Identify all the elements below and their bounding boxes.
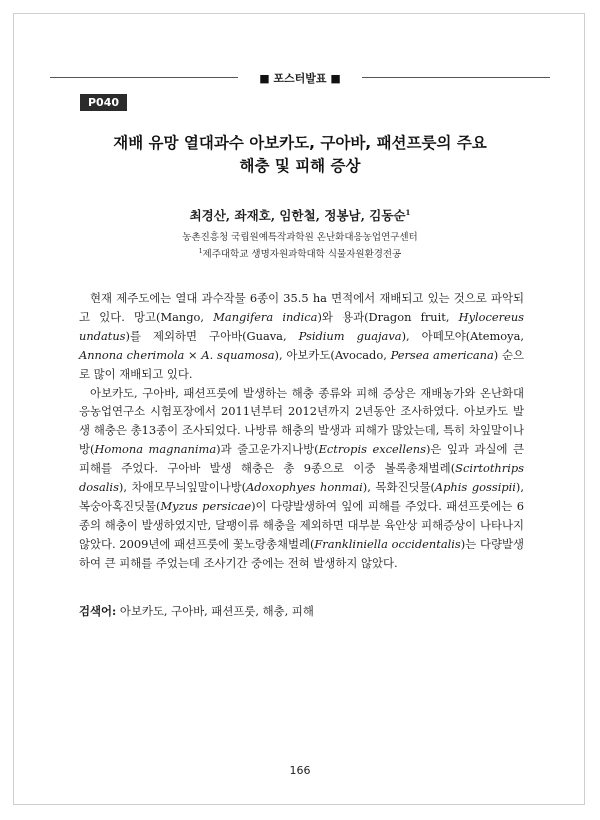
text-run: )은 잎과 과실에 큰 피해를 주었다. 구아바 발생 해충은 총 9종으로 이중 볼록총채벌레( bbox=[79, 442, 524, 476]
text-run: )이 다량발생하여 잎에 피해를 주었다. 패션프룻에는 6종의 해충이 발생하였지만, 달팽이류 해충을 제외하면 대부분 육안상 피해증상이 나타나지 않았다. 2009년에 패션프룻에 꽃노랑총채벌레( bbox=[79, 498, 525, 551]
scientific-name: Scirtothrips dosalis bbox=[79, 461, 524, 495]
scientific-name: Adoxophyes honmai bbox=[246, 480, 363, 495]
text-run: ), 아보카도(Avocado, bbox=[274, 347, 391, 362]
header-rule-left bbox=[50, 77, 238, 78]
keywords-label: 검색어: bbox=[79, 604, 117, 618]
page-number: 166 bbox=[289, 764, 311, 777]
section-label: ■ 포스터발표 ■ bbox=[253, 70, 347, 86]
text-run: ), 목화진딧물( bbox=[362, 480, 435, 495]
text-run: )와 용과(Dragon fruit, bbox=[317, 309, 459, 324]
scientific-name: Ectropis excellens bbox=[318, 442, 426, 457]
keywords bbox=[79, 603, 524, 619]
text-run: ), 아떼모야(Atemoya, bbox=[401, 328, 524, 343]
text-run: 아보카도, 구아바, 패션프룻에 발생하는 해충 종류와 피해 증상은 재배농가와 온난화대응농업연구소 시험포장에서 2011년부터 2012년까지 2년동안 조사하였다. 아보카도 발생 해충은 총13종이 조사되었다. 나방류 해충의 발생과 피해가 많았는데, 특히 차잎말이나방( bbox=[79, 385, 524, 457]
affiliation-2 bbox=[60, 245, 540, 262]
scientific-name: Homona magnanima bbox=[94, 442, 217, 457]
text-run: 현재 제주도에는 열대 과수작물 6종이 35.5 ha 면적에서 재배되고 있는 것으로 파악되고 있다. 망고(Mango, bbox=[79, 291, 524, 324]
affiliation-1: 농촌진흥청 국립원예특작과학원 온난화대응농업연구센터 bbox=[182, 232, 418, 243]
abstract-paragraph-2 bbox=[79, 384, 524, 573]
author-affil-marker: 1 bbox=[405, 207, 411, 217]
affiliation-2-text: 제주대학교 생명자원과학대학 식물자원환경전공 bbox=[202, 249, 402, 261]
scientific-name: Hylocereus undatus bbox=[79, 309, 524, 343]
header-rule-right bbox=[362, 77, 550, 78]
text-run: ), 차애모무늬잎말이나방( bbox=[118, 480, 247, 495]
paper-title bbox=[60, 132, 540, 178]
text-run: ), 복숭아혹진딧물( bbox=[79, 480, 524, 513]
text-run: )를 제외하면 구아바(Guava, bbox=[125, 328, 299, 343]
text-run: )는 다량발생하여 큰 피해를 주었는데 조사기간 중에는 전혀 발생하지 않았다. bbox=[79, 536, 524, 570]
scientific-name: Myzus persicae bbox=[160, 498, 252, 513]
text-run: )과 줄고운가지나방( bbox=[216, 442, 319, 457]
author-list bbox=[60, 206, 540, 224]
scientific-name: Annona cherimola × A. squamosa bbox=[79, 347, 275, 362]
section-header bbox=[50, 70, 550, 86]
keywords-value: 아보카도, 구아바, 패션프룻, 해충, 피해 bbox=[116, 604, 314, 618]
poster-id-badge: P040 bbox=[80, 94, 127, 111]
title-line-1: 재배 유망 열대과수 아보카도, 구아바, 패션프룻의 주요 bbox=[113, 134, 487, 152]
affiliations bbox=[60, 231, 540, 262]
scientific-name: Frankliniella occidentalis bbox=[314, 536, 461, 551]
abstract-paragraph-1 bbox=[79, 289, 524, 384]
title-line-2: 해충 및 피해 증상 bbox=[239, 157, 361, 175]
scientific-name: Persea americana bbox=[390, 347, 494, 362]
scientific-name: Mangifera indica bbox=[213, 309, 318, 324]
affiliation-2-marker: 1 bbox=[198, 248, 203, 255]
scientific-name: Psidium guajava bbox=[298, 328, 402, 343]
abstract-body bbox=[79, 289, 524, 573]
scientific-name: Aphis gossipii bbox=[434, 480, 516, 495]
author-names: 최경산, 좌재호, 임한철, 정봉남, 김동순 bbox=[189, 208, 406, 223]
text-run: ) 순으로 많이 재배되고 있다. bbox=[79, 347, 524, 381]
